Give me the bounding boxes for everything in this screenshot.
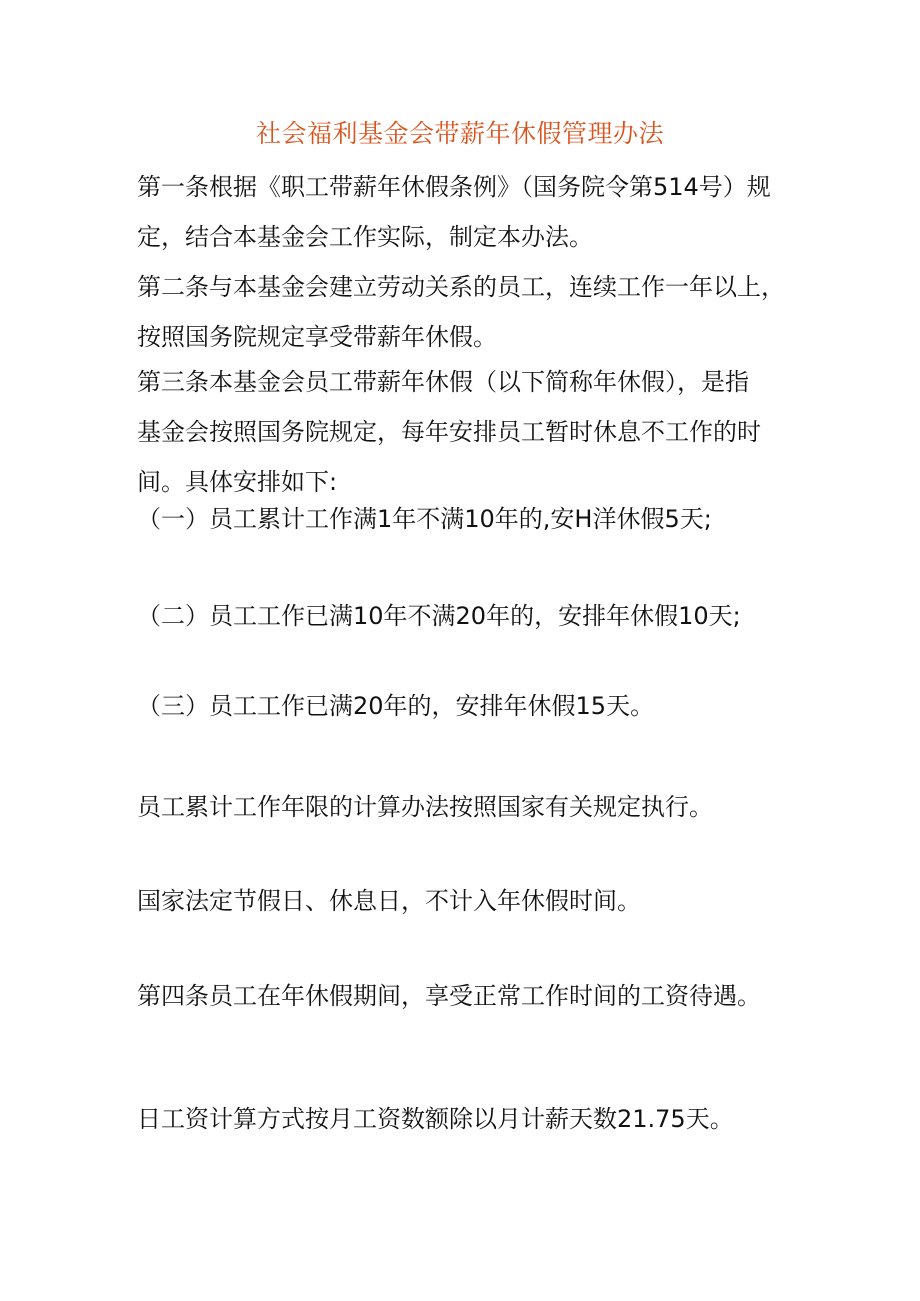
document-title: 社会福利基金会带薪年休假管理办法 [255, 119, 664, 148]
list-item-2: （二）员工工作已满10年不满20年的，安排年休假10天; [137, 602, 741, 630]
work-years-note: 员工累计工作年限的计算办法按照国家有关规定执行。 [137, 793, 713, 821]
article-3 [137, 357, 797, 507]
article-3-line-3: 间。具体安排如下: [137, 468, 338, 496]
article-2-line-2: 按照国务院规定享受带薪年休假。 [137, 323, 497, 351]
article-3-line-1: 第三条本基金会员工带薪年休假（以下简称年休假），是指 [137, 368, 749, 396]
holiday-note: 国家法定节假日、休息日，不计入年休假时间。 [137, 887, 641, 915]
daily-salary-note: 日工资计算方式按月工资数额除以月计薪天数21.75天。 [137, 1105, 734, 1133]
article-2-line-1: 第二条与本基金会建立劳动关系的员工，连续工作一年以上， [137, 273, 785, 301]
article-1 [137, 162, 797, 262]
list-item-1: （一）员工累计工作满1年不满10年的,安H洋休假5天; [137, 505, 712, 533]
article-2 [137, 262, 797, 362]
list-item-3: （三）员工工作已满20年的，安排年休假15天。 [137, 692, 655, 720]
article-4: 第四条员工在年休假期间，享受正常工作时间的工资待遇。 [137, 982, 761, 1010]
article-1-line-2: 定，结合本基金会工作实际，制定本办法。 [137, 223, 593, 251]
article-3-line-2: 基金会按照国务院规定，每年安排员工暂时休息不工作的时 [137, 418, 761, 446]
article-1-line-1: 第一条根据《职工带薪年休假条例》（国务院令第514号）规 [137, 173, 771, 201]
